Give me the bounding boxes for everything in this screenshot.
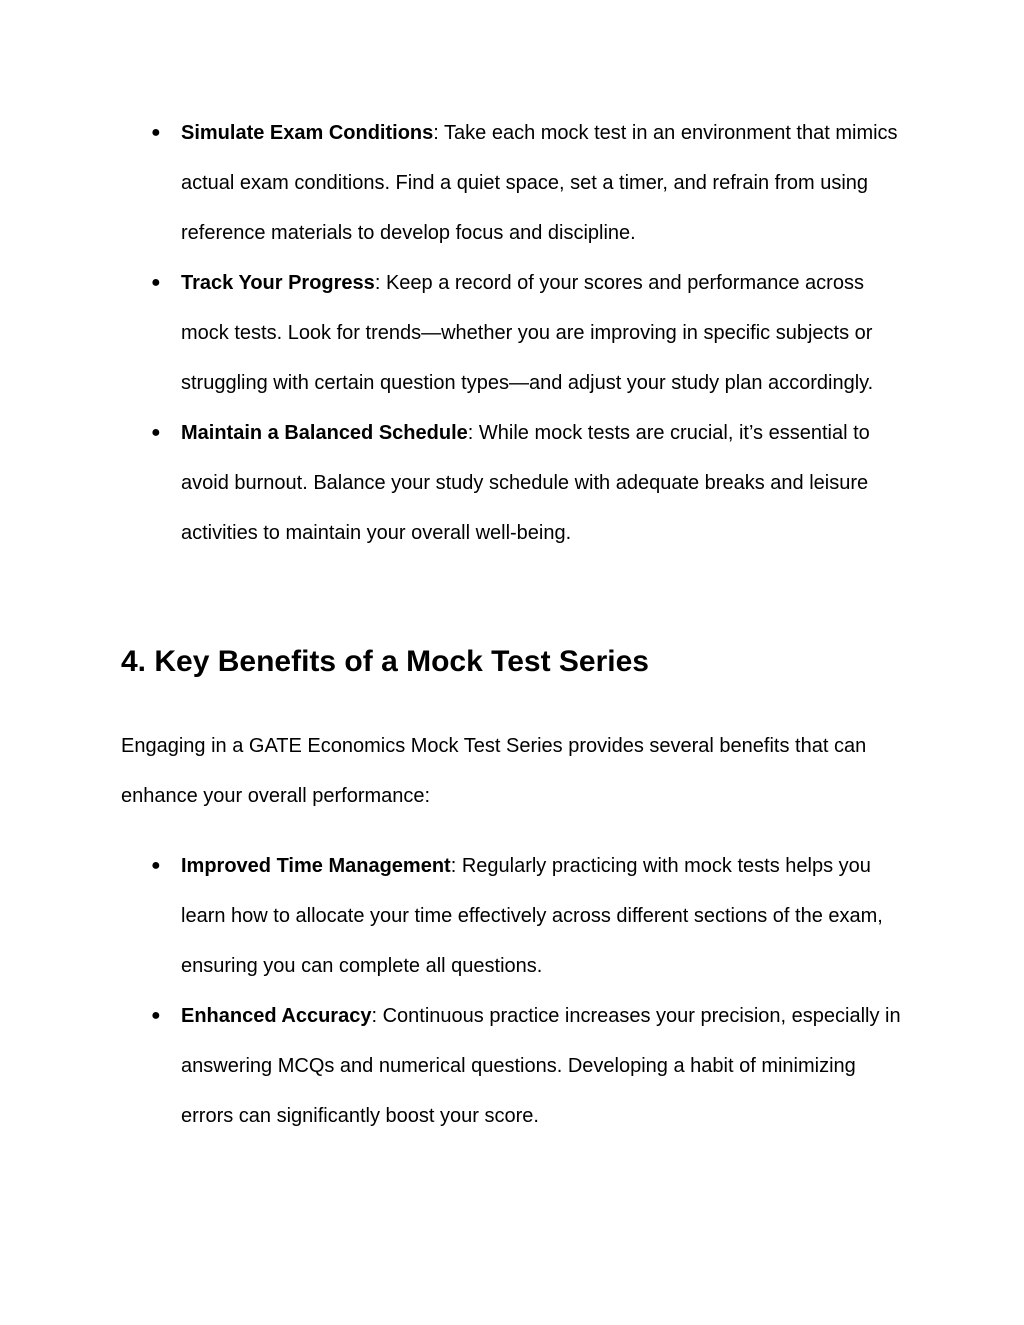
bullet-icon: ● [151, 424, 161, 441]
list-item-term: Improved Time Management [181, 855, 451, 877]
tips-bullet-list [121, 108, 911, 558]
section-heading: 4. Key Benefits of a Mock Test Series [121, 645, 649, 678]
section-intro-paragraph: Engaging in a GATE Economics Mock Test Series provides several benefits that can enhance your overall performance: [121, 735, 867, 807]
list-item-term: Simulate Exam Conditions [181, 122, 434, 144]
list-item-separator: : [450, 855, 462, 877]
list-item-text: Keep a record of your scores and performance across mock tests. Look for trends—whether you are improving in specific subjects or struggling with certain question types—and adjust your study plan accordingly. [181, 272, 874, 394]
list-item-separator: : [374, 272, 386, 294]
list-item-text: Continuous practice increases your precision, especially in answering MCQs and numerical questions. Developing a habit of minimizing errors can significantly boost your score. [181, 1005, 901, 1127]
list-item-text: Take each mock test in an environment that mimics actual exam conditions. Find a quiet space, set a timer, and refrain from using reference materials to develop focus and discipline. [181, 122, 898, 244]
list-item-separator: : [371, 1005, 383, 1027]
bullet-icon: ● [151, 1007, 161, 1024]
list-item-term: Track Your Progress [181, 272, 375, 294]
bullet-icon: ● [151, 274, 161, 291]
list-item-maintain-balanced-schedule [121, 408, 911, 558]
list-item-enhanced-accuracy [121, 991, 911, 1141]
benefits-bullet-list [121, 841, 911, 1141]
list-item-term: Maintain a Balanced Schedule [181, 422, 468, 444]
bullet-icon: ● [151, 857, 161, 874]
list-item-simulate-exam-conditions [121, 108, 911, 258]
list-item-separator: : [433, 122, 445, 144]
list-item-text: While mock tests are crucial, it’s essential to avoid burnout. Balance your study schedule with adequate breaks and leisure activities to maintain your overall well-being. [181, 422, 870, 544]
list-item-term: Enhanced Accuracy [181, 1005, 372, 1027]
list-item-separator: : [467, 422, 479, 444]
list-item-text: Regularly practicing with mock tests helps you learn how to allocate your time effectively across different sections of the exam, ensuring you can complete all questions. [181, 855, 883, 977]
bullet-icon: ● [151, 124, 161, 141]
list-item-track-your-progress [121, 258, 911, 408]
list-item-improved-time-management [121, 841, 911, 991]
